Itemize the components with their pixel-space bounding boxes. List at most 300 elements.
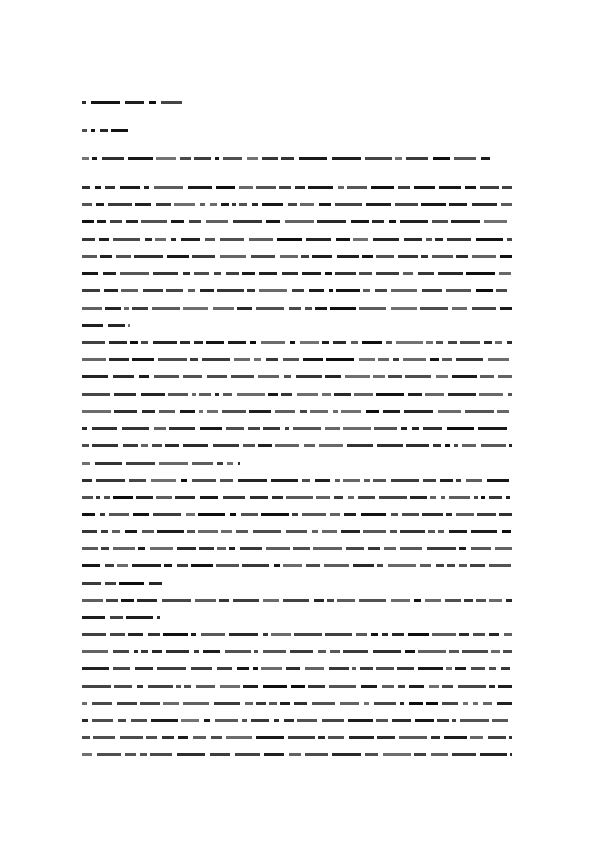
word-mark (414, 753, 426, 756)
word-mark (360, 667, 373, 670)
word-mark (82, 564, 100, 567)
word-mark (259, 289, 287, 292)
word-mark (188, 186, 212, 189)
word-mark (96, 203, 104, 206)
word-mark (82, 599, 103, 602)
word-mark (100, 513, 105, 516)
word-mark (373, 238, 399, 241)
word-mark (105, 186, 115, 189)
word-mark (391, 289, 417, 292)
word-mark (171, 220, 184, 223)
word-mark (425, 599, 441, 602)
word-mark (238, 479, 267, 482)
word-mark (472, 307, 496, 310)
word-mark (326, 358, 354, 361)
word-mark (153, 513, 181, 516)
word-mark (506, 496, 510, 499)
word-mark (162, 599, 191, 602)
word-mark (337, 599, 355, 602)
word-mark (480, 753, 507, 756)
word-mark (351, 341, 358, 344)
word-mark (140, 702, 160, 705)
word-mark (271, 633, 291, 636)
word-mark (312, 530, 318, 533)
word-mark (395, 157, 402, 160)
word-mark (348, 719, 373, 722)
word-mark (299, 157, 327, 160)
word-mark (431, 753, 448, 756)
word-mark (243, 685, 258, 688)
word-mark (348, 496, 354, 499)
word-mark (437, 719, 449, 722)
word-mark (112, 530, 120, 533)
word-mark (300, 341, 319, 344)
word-mark (215, 393, 219, 396)
word-mark (238, 462, 240, 465)
word-mark (305, 753, 328, 756)
word-mark (233, 220, 262, 223)
word-mark (365, 157, 392, 160)
word-mark (334, 496, 343, 499)
word-mark (100, 129, 108, 132)
word-mark (281, 393, 292, 396)
word-mark (141, 650, 148, 653)
word-mark (352, 667, 356, 670)
word-mark (249, 238, 273, 241)
word-mark (242, 719, 247, 722)
word-mark (448, 393, 476, 396)
word-mark (365, 753, 378, 756)
heading-line (82, 101, 182, 104)
word-mark (361, 685, 377, 688)
word-mark (375, 289, 387, 292)
word-mark (135, 203, 151, 206)
word-mark (374, 427, 397, 430)
word-mark (183, 375, 202, 378)
word-mark (283, 599, 309, 602)
word-mark (325, 633, 352, 636)
word-mark (487, 479, 509, 482)
word-mark (325, 375, 341, 378)
word-mark (290, 341, 295, 344)
word-mark (189, 220, 201, 223)
word-mark (190, 358, 198, 361)
paragraph-2-line (82, 358, 509, 361)
word-mark (426, 341, 433, 344)
word-mark (400, 702, 404, 705)
word-mark (373, 650, 401, 653)
word-mark (157, 667, 186, 670)
word-mark (423, 427, 442, 430)
word-mark (256, 736, 284, 739)
word-mark (106, 599, 118, 602)
word-mark (302, 513, 326, 516)
word-mark (327, 599, 334, 602)
word-mark (317, 220, 346, 223)
word-mark (491, 650, 500, 653)
word-mark (489, 496, 502, 499)
word-mark (504, 633, 512, 636)
word-mark (205, 238, 215, 241)
word-mark (399, 736, 427, 739)
word-mark (175, 496, 195, 499)
word-mark (431, 736, 440, 739)
word-mark (203, 650, 220, 653)
word-mark (400, 530, 425, 533)
word-mark (275, 410, 295, 413)
word-mark (82, 530, 97, 533)
word-mark (220, 479, 233, 482)
word-mark (325, 427, 340, 430)
word-mark (489, 667, 496, 670)
word-mark (82, 375, 108, 378)
word-mark (110, 616, 123, 619)
word-mark (389, 220, 396, 223)
word-mark (117, 702, 137, 705)
word-mark (126, 462, 155, 465)
word-mark (403, 358, 426, 361)
word-mark (330, 307, 356, 310)
word-mark (226, 427, 244, 430)
word-mark (362, 341, 382, 344)
word-mark (386, 341, 392, 344)
word-mark (297, 719, 317, 722)
word-mark (332, 753, 361, 756)
word-mark (459, 547, 466, 550)
word-mark (302, 479, 310, 482)
word-mark (376, 272, 399, 275)
word-mark (109, 358, 129, 361)
word-mark (322, 719, 344, 722)
word-mark (316, 496, 330, 499)
word-mark (481, 496, 485, 499)
word-mark (489, 564, 511, 567)
word-mark (388, 375, 402, 378)
word-mark (82, 255, 97, 258)
word-mark (100, 255, 112, 258)
word-mark (82, 157, 89, 160)
paragraph-1-line (82, 272, 511, 275)
word-mark (373, 375, 385, 378)
paragraph-3-line (82, 582, 162, 585)
word-mark (177, 564, 188, 567)
word-mark (426, 238, 432, 241)
word-mark (402, 513, 419, 516)
word-mark (132, 564, 161, 567)
word-mark (454, 444, 458, 447)
word-mark (149, 101, 156, 104)
word-mark (465, 410, 494, 413)
word-mark (296, 375, 322, 378)
word-mark (274, 719, 279, 722)
word-mark (483, 702, 492, 705)
word-mark (478, 427, 507, 430)
word-mark (162, 736, 174, 739)
word-mark (306, 238, 331, 241)
word-mark (398, 685, 405, 688)
word-mark (292, 513, 298, 516)
word-mark (284, 719, 294, 722)
word-mark (145, 238, 152, 241)
word-mark (470, 564, 485, 567)
word-mark (400, 547, 422, 550)
paragraph-1-line (82, 238, 512, 241)
word-mark (102, 157, 124, 160)
word-mark (210, 203, 217, 206)
word-mark (217, 289, 244, 292)
word-mark (382, 633, 388, 636)
word-mark (322, 341, 329, 344)
word-mark (206, 341, 224, 344)
word-mark (204, 719, 210, 722)
word-mark (509, 736, 512, 739)
word-mark (105, 564, 114, 567)
word-mark (177, 547, 196, 550)
word-mark (183, 272, 190, 275)
word-mark (200, 427, 222, 430)
word-mark (82, 685, 111, 688)
word-mark (300, 203, 314, 206)
word-mark (336, 238, 350, 241)
word-mark (269, 702, 277, 705)
word-mark (82, 393, 110, 396)
word-mark (409, 685, 424, 688)
word-mark (82, 479, 92, 482)
word-mark (164, 564, 172, 567)
word-mark (140, 753, 147, 756)
paragraph-1-line (82, 220, 507, 223)
word-mark (353, 238, 368, 241)
word-mark (96, 479, 125, 482)
word-mark (364, 702, 369, 705)
word-mark (82, 513, 95, 516)
word-mark (82, 753, 92, 756)
word-mark (318, 650, 326, 653)
word-mark (166, 289, 183, 292)
word-mark (275, 444, 299, 447)
word-mark (167, 255, 189, 258)
word-mark (480, 375, 494, 378)
word-mark (165, 444, 179, 447)
word-mark (123, 444, 138, 447)
word-mark (412, 427, 419, 430)
word-mark (161, 101, 182, 104)
word-mark (129, 479, 146, 482)
word-mark (181, 238, 200, 241)
word-mark (82, 736, 90, 739)
word-mark (423, 479, 436, 482)
word-mark (228, 341, 246, 344)
word-mark (359, 358, 375, 361)
word-mark (119, 582, 144, 585)
word-mark (242, 272, 255, 275)
word-mark (263, 685, 287, 688)
word-mark (201, 633, 225, 636)
word-mark (340, 702, 359, 705)
word-mark (232, 203, 236, 206)
word-mark (192, 479, 216, 482)
word-mark (438, 530, 444, 533)
word-mark (237, 667, 249, 670)
word-mark (256, 186, 276, 189)
word-mark (227, 462, 233, 465)
word-mark (313, 547, 342, 550)
word-mark (92, 444, 118, 447)
word-mark (225, 650, 251, 653)
word-mark (501, 203, 512, 206)
word-mark (333, 341, 346, 344)
word-mark (113, 375, 134, 378)
word-mark (349, 736, 374, 739)
word-mark (223, 157, 242, 160)
word-mark (289, 307, 301, 310)
word-mark (184, 685, 191, 688)
word-mark (471, 667, 485, 670)
word-mark (343, 479, 360, 482)
word-mark (250, 341, 256, 344)
word-mark (207, 410, 218, 413)
word-mark (113, 496, 133, 499)
word-mark (492, 719, 508, 722)
word-mark (436, 341, 443, 344)
word-mark (456, 255, 468, 258)
word-mark (280, 702, 290, 705)
word-mark (332, 157, 361, 160)
word-mark (466, 272, 495, 275)
word-mark (82, 129, 87, 132)
word-mark (293, 427, 321, 430)
word-mark (141, 341, 148, 344)
word-mark (279, 186, 291, 189)
word-mark (150, 547, 173, 550)
paragraph-1-line (82, 255, 512, 258)
word-mark (248, 427, 260, 430)
word-mark (253, 530, 281, 533)
word-mark (134, 650, 138, 653)
word-mark (286, 667, 300, 670)
word-mark (426, 702, 438, 705)
word-mark (391, 479, 419, 482)
word-mark (449, 530, 467, 533)
word-mark (338, 186, 344, 189)
word-mark (103, 272, 116, 275)
word-mark (116, 255, 131, 258)
word-mark (198, 530, 218, 533)
word-mark (199, 393, 211, 396)
word-mark (392, 633, 404, 636)
word-mark (250, 496, 268, 499)
word-mark (334, 393, 351, 396)
word-mark (206, 220, 228, 223)
word-mark (221, 530, 232, 533)
word-mark (376, 393, 404, 396)
word-mark (191, 633, 196, 636)
word-mark (312, 702, 335, 705)
word-mark (406, 444, 429, 447)
word-mark (473, 702, 478, 705)
word-mark (266, 547, 290, 550)
word-mark (262, 157, 278, 160)
word-mark (506, 599, 512, 602)
word-mark (294, 633, 322, 636)
word-mark (82, 238, 95, 241)
word-mark (249, 410, 271, 413)
word-mark (97, 220, 106, 223)
word-mark (345, 375, 370, 378)
word-mark (82, 101, 86, 104)
word-mark (395, 203, 418, 206)
word-mark (452, 753, 476, 756)
word-mark (447, 564, 455, 567)
word-mark (393, 358, 399, 361)
word-mark (374, 702, 396, 705)
word-mark (219, 599, 229, 602)
word-mark (400, 220, 428, 223)
word-mark (156, 157, 176, 160)
word-mark (322, 393, 331, 396)
word-mark (341, 410, 361, 413)
word-mark (174, 203, 195, 206)
word-mark (343, 650, 368, 653)
word-mark (391, 307, 417, 310)
word-mark (290, 650, 313, 653)
word-mark (280, 255, 298, 258)
word-mark (193, 736, 206, 739)
word-mark (215, 719, 238, 722)
word-mark (105, 307, 121, 310)
word-mark (364, 479, 370, 482)
word-mark (155, 238, 166, 241)
word-mark (373, 479, 386, 482)
word-mark (497, 410, 509, 413)
word-mark (215, 157, 219, 160)
word-mark (158, 358, 187, 361)
word-mark (274, 564, 280, 567)
word-mark (479, 393, 503, 396)
word-mark (82, 667, 109, 670)
word-mark (314, 599, 324, 602)
paragraph-1-line (82, 307, 512, 310)
word-mark (141, 220, 167, 223)
word-mark (217, 462, 223, 465)
word-mark (312, 255, 332, 258)
word-mark (101, 530, 108, 533)
word-mark (442, 685, 453, 688)
word-mark (376, 719, 388, 722)
word-mark (104, 289, 118, 292)
word-mark (113, 238, 140, 241)
word-mark (414, 599, 421, 602)
word-mark (432, 633, 456, 636)
word-mark (122, 427, 149, 430)
word-mark (432, 255, 453, 258)
word-mark (258, 375, 279, 378)
word-mark (82, 427, 87, 430)
word-mark (130, 341, 138, 344)
word-mark (210, 753, 230, 756)
word-mark (448, 341, 457, 344)
word-mark (217, 667, 232, 670)
word-mark (359, 307, 386, 310)
word-mark (351, 220, 369, 223)
word-mark (199, 547, 214, 550)
word-mark (241, 513, 258, 516)
word-mark (247, 289, 255, 292)
word-mark (294, 702, 307, 705)
word-mark (99, 238, 109, 241)
word-mark (108, 324, 125, 327)
word-mark (346, 547, 364, 550)
